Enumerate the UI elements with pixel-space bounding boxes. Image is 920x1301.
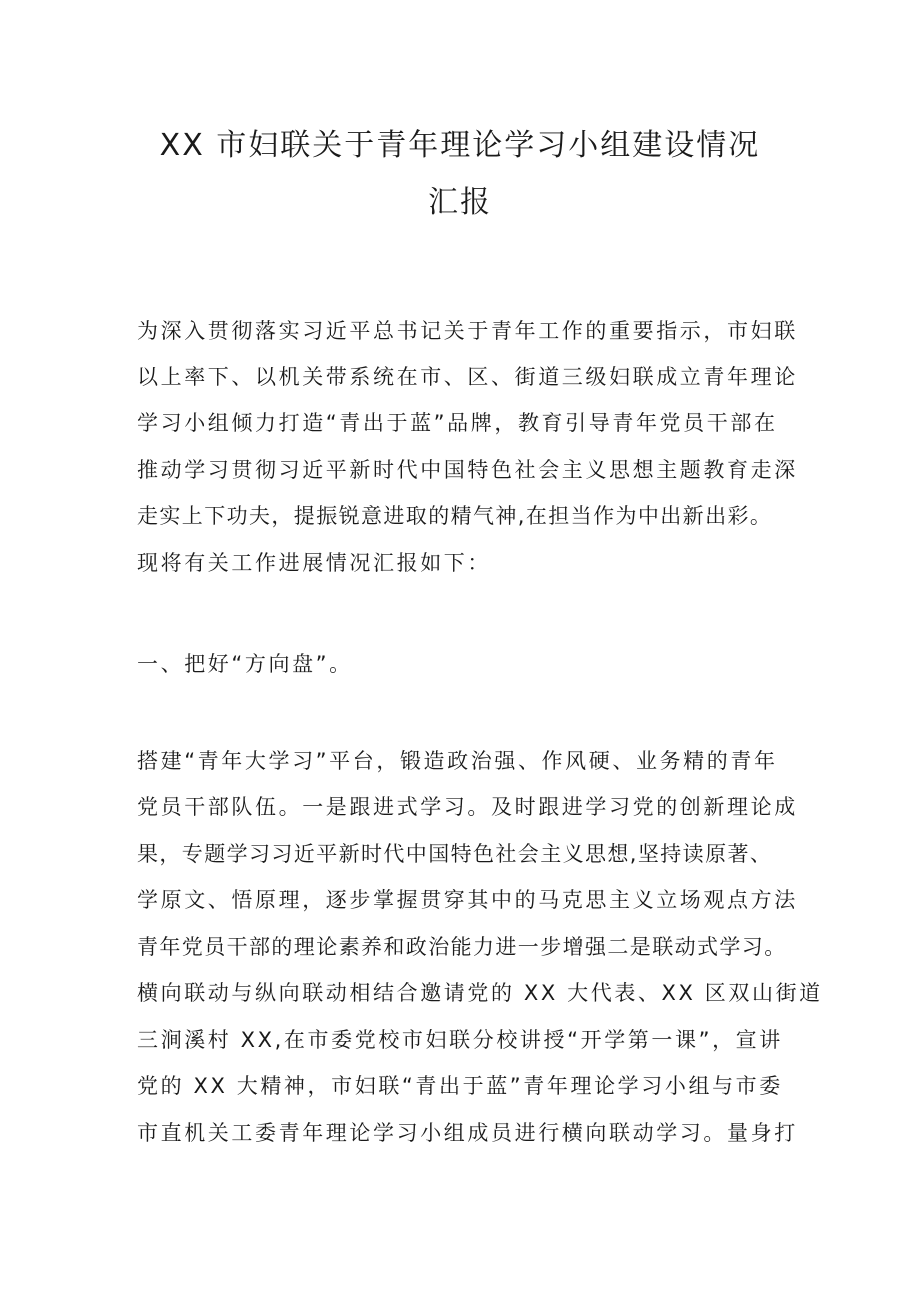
section-paragraph-line: 搭建“青年大学习”平台，锻造政治强、作风硬、业务精的青年: [137, 749, 778, 773]
document-title-line-2: 汇报: [428, 185, 492, 220]
intro-paragraph-line: 现将有关工作进展情况汇报如下：: [137, 551, 491, 575]
intro-paragraph-line: 学习小组倾力打造“青出于蓝”品牌，教育引导青年党员干部在: [137, 411, 778, 435]
section-paragraph-line: 学原文、悟原理，逐步掌握贯穿其中的马克思主义立场观点方法: [137, 888, 798, 912]
intro-paragraph-line: 走实上下功夫，提振锐意进取的精气神,在担当作为中出新出彩。: [137, 504, 773, 528]
intro-paragraph-line: 推动学习贯彻习近平新时代中国特色社会主义思想主题教育走深: [137, 458, 798, 482]
section-paragraph-line: 果，专题学习习近平新时代中国特色社会主义思想,坚持读原著、: [137, 842, 773, 866]
section-paragraph-line: 三涧溪村 XX,在市委党校市妇联分校讲授“开学第一课”，宣讲: [137, 1028, 783, 1052]
section-paragraph-line: 党员干部队伍。一是跟进式学习。及时跟进学习党的创新理论成: [137, 795, 798, 819]
document-title-line-1: XX 市妇联关于青年理论学习小组建设情况: [159, 128, 761, 163]
section-heading: 一、把好“方向盘”。: [137, 652, 353, 676]
intro-paragraph-line: 为深入贯彻落实习近平总书记关于青年工作的重要指示，市妇联: [137, 319, 798, 343]
section-paragraph-line: 青年党员干部的理论素养和政治能力进一步增强二是联动式学习。: [137, 935, 787, 959]
intro-paragraph-line: 以上率下、以机关带系统在市、区、街道三级妇联成立青年理论: [137, 365, 798, 389]
section-paragraph-line: 市直机关工委青年理论学习小组成员进行横向联动学习。量身打: [137, 1121, 798, 1145]
section-paragraph-line: 横向联动与纵向联动相结合邀请党的 XX 大代表、XX 区双山街道: [137, 981, 823, 1005]
section-paragraph-line: 党的 XX 大精神，市妇联“青出于蓝”青年理论学习小组与市委: [137, 1074, 783, 1098]
